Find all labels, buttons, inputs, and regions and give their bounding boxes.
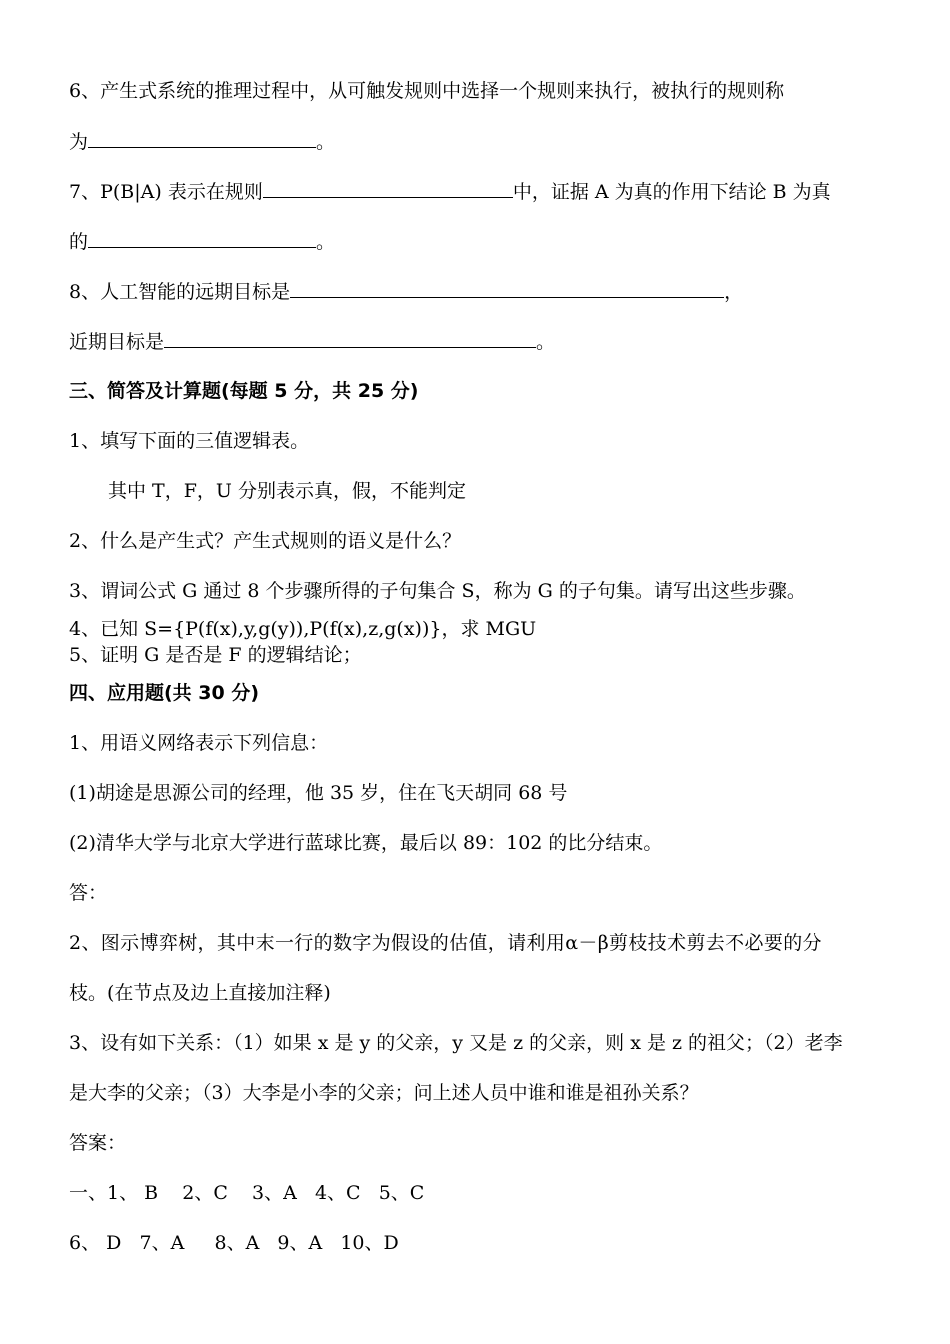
q7-line2 xyxy=(69,228,890,255)
q6-text: 6、产生式系统的推理过程中，从可触发规则中选择一个规则来执行，被执行的规则称 xyxy=(69,80,785,102)
section3-q2: 2、什么是产生式？产生式规则的语义是什么？ xyxy=(69,530,462,552)
section3-heading: 三、简答及计算题(每题 5 分，共 25 分) xyxy=(69,380,419,402)
answers-row2: 6、 D 7、A 8、A 9、A 10、D xyxy=(69,1232,399,1254)
section4-answer-label: 答： xyxy=(69,882,108,904)
q7-line1 xyxy=(69,178,890,205)
section4-q1-a: (1)胡途是思源公司的经理，他 35 岁，住在飞天胡同 68 号 xyxy=(69,782,568,804)
q7-answer-blank-2[interactable] xyxy=(88,228,316,248)
section4-heading: 四、应用题(共 30 分) xyxy=(69,682,260,704)
q6-line2 xyxy=(69,128,890,155)
section3-q4: 4、已知 S={P(f(x),y,g(y)),P(f(x),z,g(x))}，求 MGU xyxy=(69,618,537,640)
section4-q2-line1: 2、图示博弈树，其中末一行的数字为假设的估值，请利用α－β剪枝技术剪去不必要的分 xyxy=(69,932,822,954)
section3-q5: 5、证明 G 是否是 F 的逻辑结论； xyxy=(69,644,362,666)
q6-line1 xyxy=(69,78,890,104)
q8-text-after: ， xyxy=(724,281,744,303)
q7-suffix: 。 xyxy=(316,231,336,253)
section3-q3: 3、谓词公式 G 通过 8 个步骤所得的子句集合 S，称为 G 的子句集。请写出这些步骤。 xyxy=(69,580,806,602)
q8-line1 xyxy=(69,278,890,305)
q6-suffix: 。 xyxy=(316,131,336,153)
q6-prefix: 为 xyxy=(69,131,89,153)
section4-q3-line1: 3、设有如下关系：（1）如果 x 是 y 的父亲，y 又是 z 的父亲，则 x 是 z 的祖父；（2）老李 xyxy=(69,1032,843,1054)
section4-q1: 1、用语义网络表示下列信息： xyxy=(69,732,329,754)
q7-prefix: 的 xyxy=(69,231,89,253)
q8-answer-blank-1[interactable] xyxy=(290,278,724,298)
q8-line2 xyxy=(69,328,890,355)
section3-q1: 1、填写下面的三值逻辑表。 xyxy=(69,430,310,452)
section4-q1-b: (2)清华大学与北京大学进行蓝球比赛，最后以 89：102 的比分结束。 xyxy=(69,832,663,854)
section4-q3-line2: 是大李的父亲；（3）大李是小李的父亲；问上述人员中谁和谁是祖孙关系？ xyxy=(69,1082,699,1104)
q6-answer-blank[interactable] xyxy=(88,128,316,148)
q8-answer-blank-2[interactable] xyxy=(164,328,536,348)
q7-text-after: 中，证据 A 为真的作用下结论 B 为真 xyxy=(512,181,831,203)
q8-text-before-2: 近期目标是 xyxy=(69,331,165,353)
section3-q1-note: 其中 T，F，U 分别表示真，假，不能判定 xyxy=(108,480,466,502)
q8-text-after-2: 。 xyxy=(536,331,556,353)
section4-q2-line2: 枝。(在节点及边上直接加注释) xyxy=(69,982,331,1004)
q7-answer-blank-1[interactable] xyxy=(263,178,513,198)
q8-text-before: 8、人工智能的远期目标是 xyxy=(69,281,291,303)
answers-row1: 一、1、 B 2、C 3、A 4、C 5、C xyxy=(69,1182,425,1204)
q7-text-before: 7、P(B|A) 表示在规则 xyxy=(69,181,263,203)
answers-label: 答案： xyxy=(69,1132,127,1154)
